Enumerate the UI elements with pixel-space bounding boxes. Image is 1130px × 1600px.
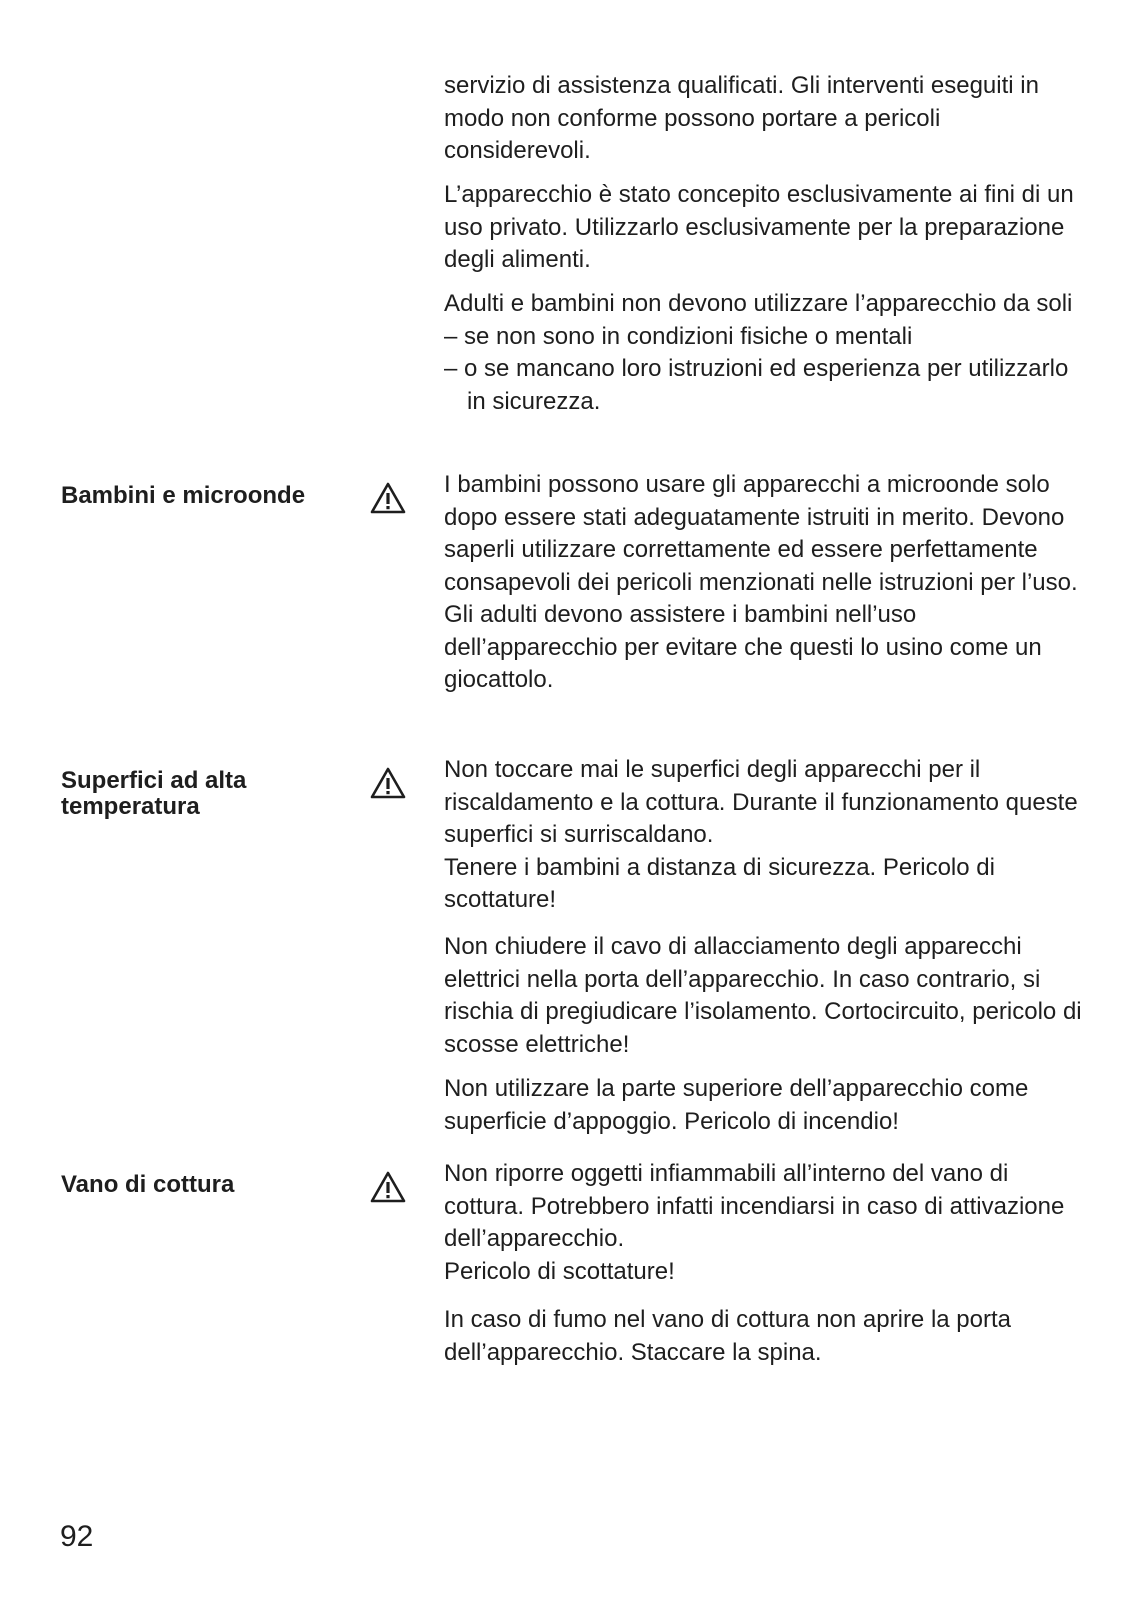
intro-text-1: servizio di assistenza qualificati. Gli interventi eseguiti in modo non conforme possono portare a pericoli considerevoli. bbox=[444, 72, 1039, 164]
section-text: Tenere i bambini a distanza di sicurezza. Pericolo di scottature! bbox=[444, 853, 995, 913]
section-title-superfici: Superfici ad alta temperatura bbox=[61, 767, 247, 820]
intro-text-2: L’apparecchio è stato concepito esclusivamente ai fini di un uso privato. Utilizzarlo esclusivamente per la preparazione degli alimenti. bbox=[444, 181, 1074, 273]
section-body-bambini bbox=[444, 469, 1084, 697]
intro-paragraph-3 bbox=[444, 288, 1084, 418]
section-text: Non chiudere il cavo di allacciamento degli apparecchi elettrici nella porta dell’apparecchio. In caso contrario, si rischia di pregiudicare l’isolamento. Cortocircuito, pericolo di scosse elettriche! bbox=[444, 933, 1082, 1058]
intro-bullet-1: – se non sono in condizioni fisiche o mentali bbox=[444, 322, 913, 350]
intro-paragraph-2 bbox=[444, 179, 1084, 277]
section-text: Non toccare mai le superfici degli apparecchi per il riscaldamento e la cottura. Durante il funzionamento queste superfici si surriscaldano. bbox=[444, 756, 1078, 848]
intro-text-3: Adulti e bambini non devono utilizzare l’apparecchio da soli bbox=[444, 290, 1073, 317]
section-title-bambini: Bambini e microonde bbox=[61, 482, 306, 509]
section-body-superfici bbox=[444, 754, 1084, 917]
section-text: Gli adulti devono assistere i bambini nell’uso dell’apparecchio per evitare che questi lo usino come un giocattolo. bbox=[444, 601, 1042, 693]
section-title-vano: Vano di cottura bbox=[61, 1171, 235, 1198]
section-text: In caso di fumo nel vano di cottura non aprire la porta dell’apparecchio. Staccare la spina. bbox=[444, 1306, 1011, 1366]
section-body-vano-extra bbox=[444, 1304, 1084, 1369]
section-text: I bambini possono usare gli apparecchi a microonde solo dopo essere stati adeguatamente istruiti in merito. Devono saperli utilizzare correttamente ed essere perfettamente consapevoli dei pericoli menzionati nelle istruzioni per l’uso. bbox=[444, 471, 1078, 596]
section-body-vano bbox=[444, 1158, 1084, 1288]
warning-triangle-icon bbox=[369, 481, 407, 515]
warning-triangle-icon bbox=[369, 766, 407, 800]
section-body-superfici-extra-1 bbox=[444, 931, 1084, 1061]
section-text: Non riporre oggetti infiammabili all’interno del vano di cottura. Potrebbero infatti incendiarsi in caso di attivazione dell’apparecchio. bbox=[444, 1160, 1065, 1252]
section-text: Pericolo di scottature! bbox=[444, 1257, 675, 1285]
intro-bullet-2: – o se mancano loro istruzioni ed esperienza per utilizzarlo in sicurezza. bbox=[444, 355, 1069, 415]
warning-triangle-icon bbox=[369, 1170, 407, 1204]
section-text: Non utilizzare la parte superiore dell’apparecchio come superficie d’appoggio. Pericolo di incendio! bbox=[444, 1075, 1029, 1135]
page-number: 92 bbox=[60, 1520, 94, 1553]
section-body-superfici-extra-2 bbox=[444, 1073, 1084, 1138]
intro-paragraph-1 bbox=[444, 70, 1084, 168]
